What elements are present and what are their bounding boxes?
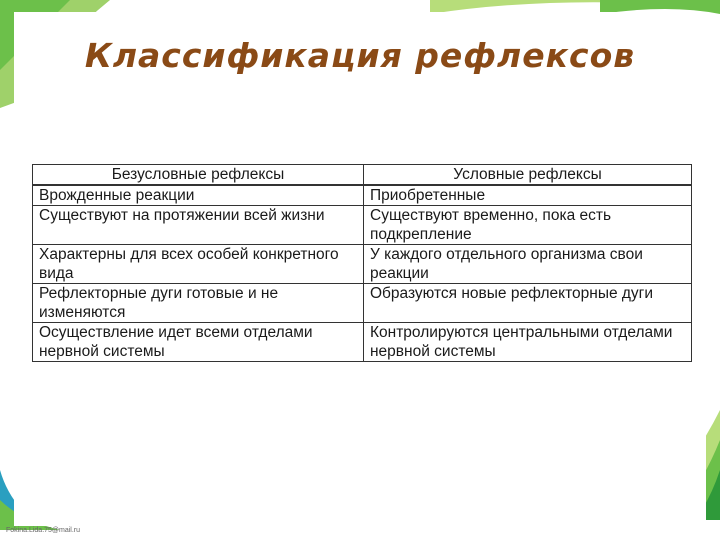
table-row — [33, 245, 692, 284]
table-row — [33, 206, 692, 245]
cell-conditioned: Образуются новые рефлекторные дуги — [364, 284, 692, 323]
table-row — [33, 284, 692, 323]
header-conditioned: Условные рефлексы — [364, 165, 692, 186]
cell-conditioned: Приобретенные — [364, 185, 692, 206]
cell-unconditioned: Осуществление идет всеми отделами нервной системы — [33, 323, 364, 362]
table-row — [33, 323, 692, 362]
header-unconditioned: Безусловные рефлексы — [33, 165, 364, 186]
table-header-row — [33, 165, 692, 186]
cell-conditioned: Существуют временно, пока есть подкрепление — [364, 206, 692, 245]
cell-unconditioned: Существуют на протяжении всей жизни — [33, 206, 364, 245]
reflex-table — [32, 164, 692, 362]
cell-unconditioned: Рефлекторные дуги готовые и не изменяются — [33, 284, 364, 323]
cell-conditioned: Контролируются центральными отделами нервной системы — [364, 323, 692, 362]
cell-conditioned: У каждого отдельного организма свои реакции — [364, 245, 692, 284]
cell-unconditioned: Характерны для всех особей конкретного вида — [33, 245, 364, 284]
slide-title: Классификация рефлексов — [84, 36, 636, 75]
cell-unconditioned: Врожденные реакции — [33, 185, 364, 206]
footer-email: Fokina.Lida.75@mail.ru — [6, 527, 81, 534]
table-row — [33, 185, 692, 206]
